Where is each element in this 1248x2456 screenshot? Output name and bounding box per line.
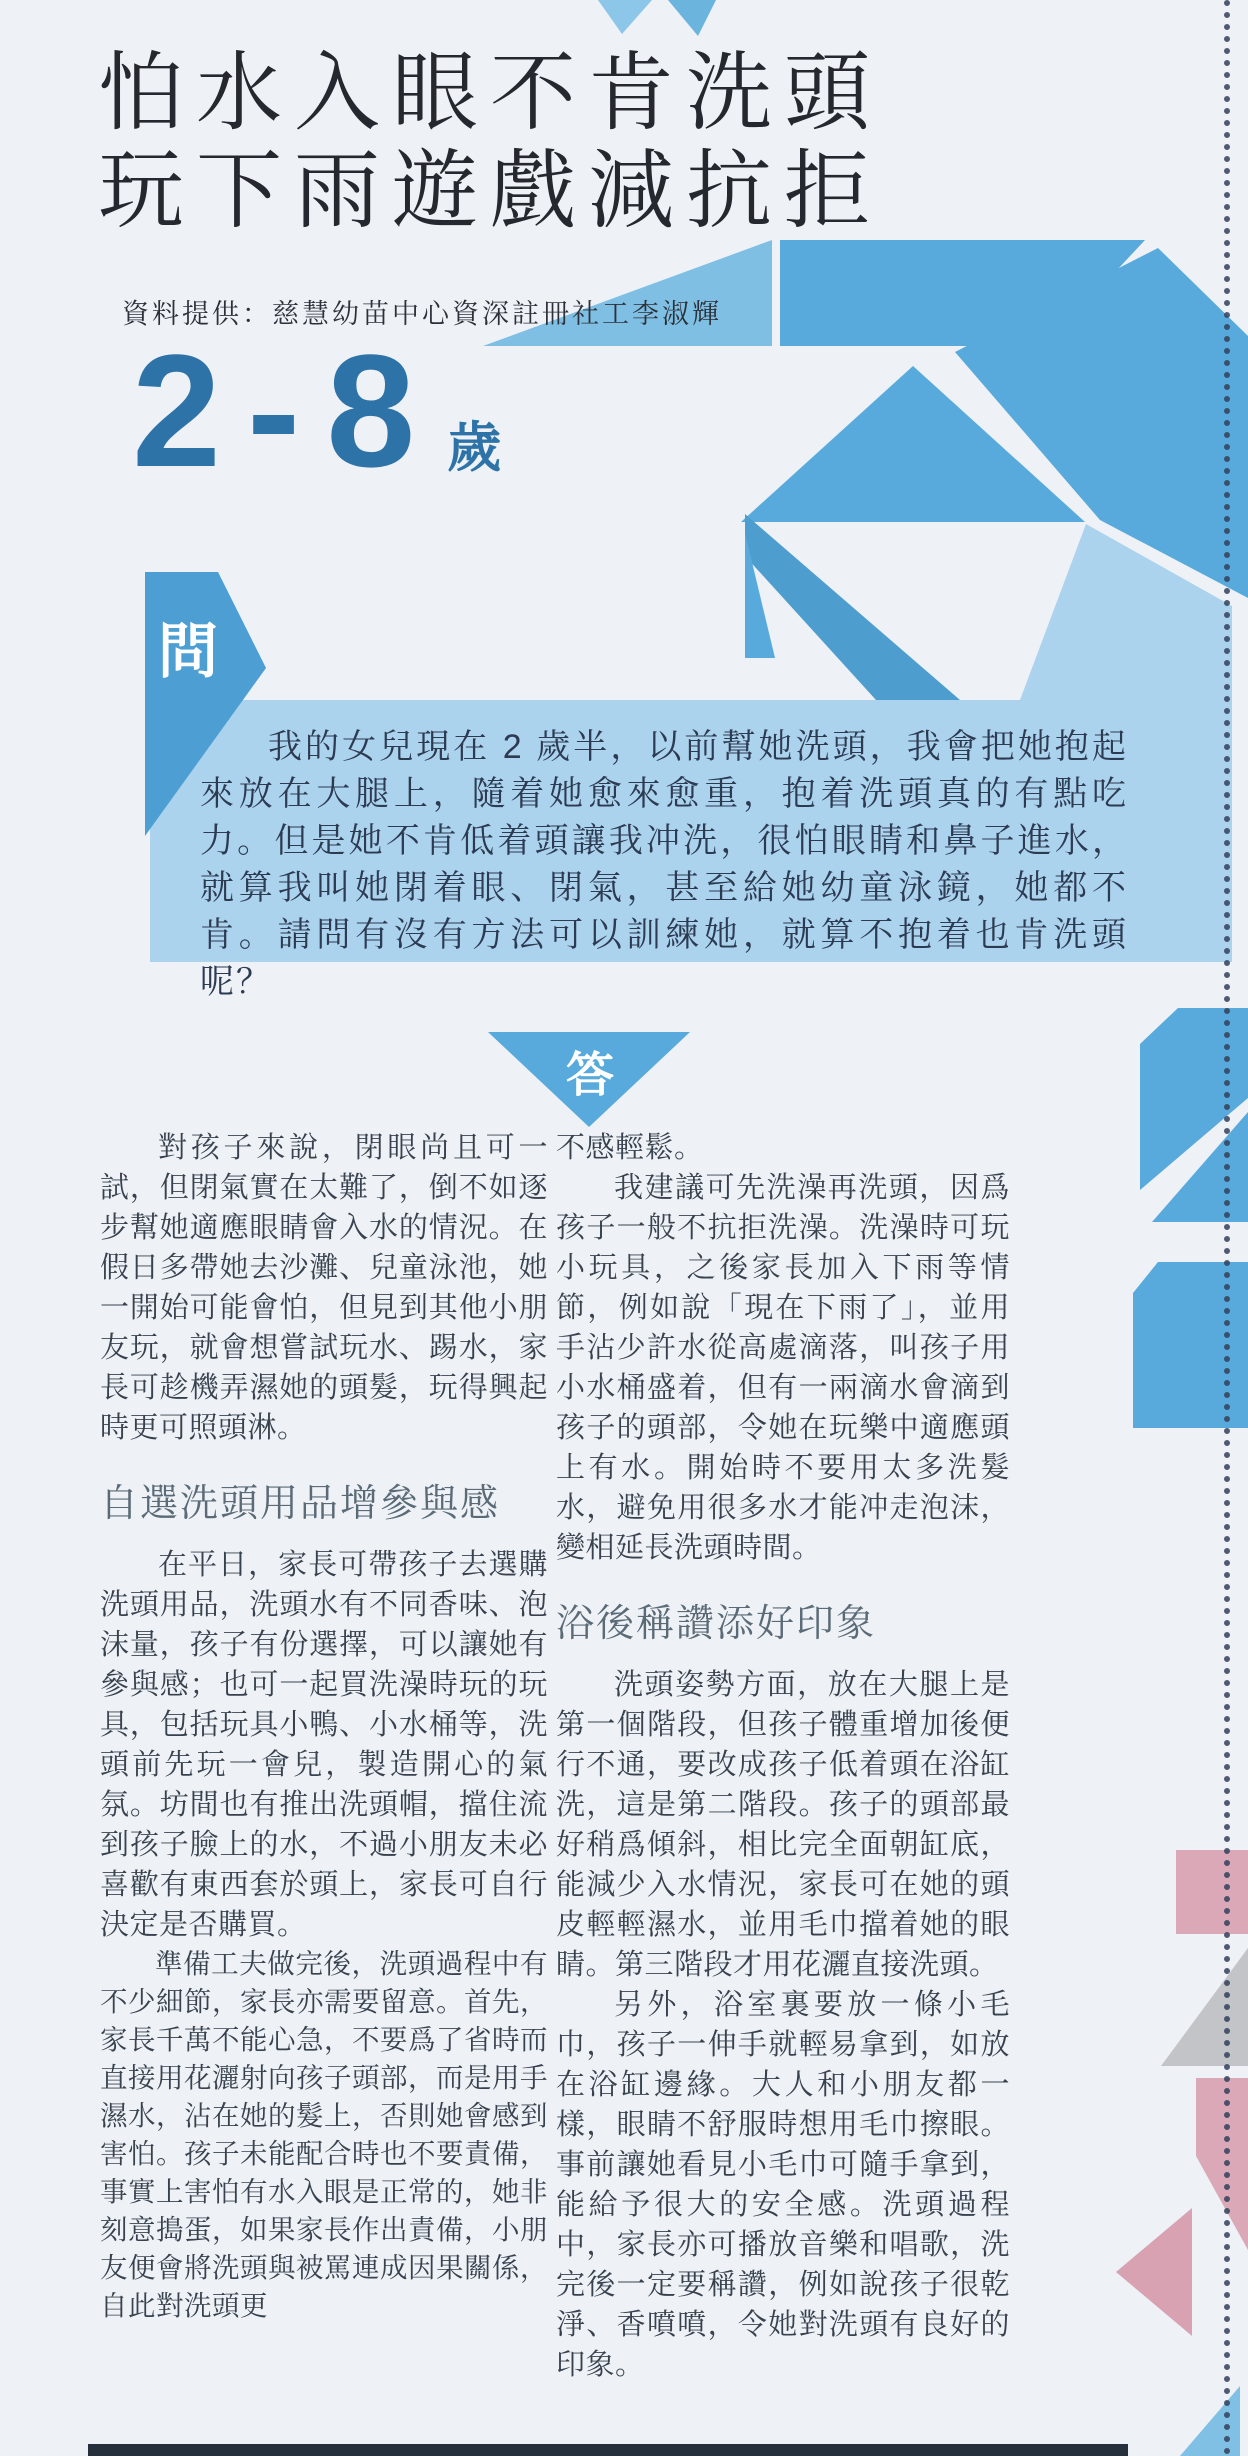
answer-left-para-1: 對孩子來說，閉眼尚且可一試，但閉氣實在太難了，倒不如逐步幫她適應眼睛會入水的情況。在假日多帶她去沙灘、兒童泳池，她一開始可能會怕，但見到其他小朋友玩，就會想嘗試玩水、踢水，家長可趁機弄濕她的頭髮，玩得興起時更可照頭淋。 <box>100 1132 548 1444</box>
age-range <box>132 321 502 500</box>
answer-right-para-continuation: 不感輕鬆。 <box>556 1132 704 1164</box>
article-title <box>98 44 882 240</box>
decor-bottom-dark-band <box>88 2444 1128 2456</box>
decor-gray-triangle <box>1161 1948 1248 2066</box>
page-edge-dotted-line <box>1224 0 1230 2456</box>
decor-pink-block-1 <box>1176 1850 1248 1934</box>
question-marker: 問 <box>158 618 218 685</box>
answer-left-column <box>100 1128 548 2325</box>
decor-top-small-triangle-2 <box>668 0 716 36</box>
decor-pink-block-2 <box>1196 2078 1248 2250</box>
answer-right-para-3: 另外，浴室裏要放一條小毛巾，孩子一伸手就輕易拿到，如放在浴缸邊緣。大人和小朋友都一樣，眼睛不舒服時想用毛巾擦眼。事前讓她看見小毛巾可隨手拿到，能給予很大的安全感。洗頭過程中，家長亦可播放音樂和唱歌，洗完後一定要稱讚，例如說孩子很乾淨、香噴噴，令她對洗頭有良好的印象。 <box>556 1989 1010 2381</box>
section-heading-2: 浴後稱讚添好印象 <box>556 1603 877 1645</box>
age-number: 2-8 <box>132 321 442 500</box>
decor-top-small-triangle-1 <box>598 0 652 34</box>
section-heading-1: 自選洗頭用品增參與感 <box>100 1483 501 1525</box>
byline: 資料提供：慈慧幼苗中心資深註冊社工李淑輝 <box>122 299 722 329</box>
decor-bottom-blue-triangle <box>1180 2386 1240 2456</box>
answer-right-column <box>556 1128 1010 2385</box>
answer-left-para-2: 在平日，家長可帶孩子去選購洗頭用品，洗頭水有不同香味、泡沫量，孩子有份選擇，可以讓她有參與感；也可一起買洗澡時玩的玩具，包括玩具小鴨、小水桶等，洗頭前先玩一會兒，製造開心的氣氛。坊間也有推出洗頭帽，擋住流到孩子臉上的水，不過小朋友未必喜歡有東西套於頭上，家長可自行決定是否購買。 <box>100 1549 548 1941</box>
article-title-line-1: 怕水入眼不肯洗頭 <box>98 45 882 141</box>
article-title-line-2: 玩下雨遊戲減抗拒 <box>98 143 882 239</box>
question-text: 我的女兒現在 2 歲半，以前幫她洗頭，我會把她抱起來放在大腿上，隨着她愈來愈重，抱着洗頭真的有點吃力。但是她不肯低着頭讓我冲洗，很怕眼睛和鼻子進水，就算我叫她閉着眼、閉氣，甚至給她幼童泳鏡，她都不肯。請問有沒有方法可以訓練她，就算不抱着也肯洗頭呢？ <box>200 728 1128 1001</box>
decor-pink-triangle <box>1116 2208 1192 2336</box>
age-unit: 歲 <box>447 418 502 478</box>
answer-left-para-3: 準備工夫做完後，洗頭過程中有不少細節，家長亦需要留意。首先，家長千萬不能心急，不要爲了省時而直接用花灑射向孩子頭部，而是用手濕水，沾在她的髮上，否則她會感到害怕。孩子未能配合時也不要責備，事實上害怕有水入眼是正常的，她非刻意搗蛋，如果家長作出責備，小朋友便會將洗頭與被罵連成因果關係，自此對洗頭更 <box>100 1948 548 2321</box>
decor-edge-block-3 <box>1133 1262 1248 1428</box>
answer-marker: 答 <box>565 1049 614 1102</box>
answer-right-para-2: 洗頭姿勢方面，放在大腿上是第一個階段，但孩子體重增加後便行不通，要改成孩子低着頭在浴缸洗，這是第二階段。孩子的頭部最好稍爲傾斜，相比完全面朝缸底，能減少入水情況，家長可在她的頭皮輕輕濕水，並用毛巾擋着她的眼睛。第三階段才用花灑直接洗頭。 <box>556 1669 1010 1981</box>
decor-fold-ribbon <box>745 514 960 700</box>
answer-right-para-1: 我建議可先洗澡再洗頭，因爲孩子一般不抗拒洗澡。洗澡時可玩小玩具，之後家長加入下雨等情節，例如說「現在下雨了」，並用手沾少許水從高處滴落，叫孩子用小水桶盛着，但有一兩滴水會滴到孩子的頭部，令她在玩樂中適應頭上有水。開始時不要用太多洗髮水，避免用很多水才能冲走泡沫，變相延長洗頭時間。 <box>556 1172 1010 1564</box>
